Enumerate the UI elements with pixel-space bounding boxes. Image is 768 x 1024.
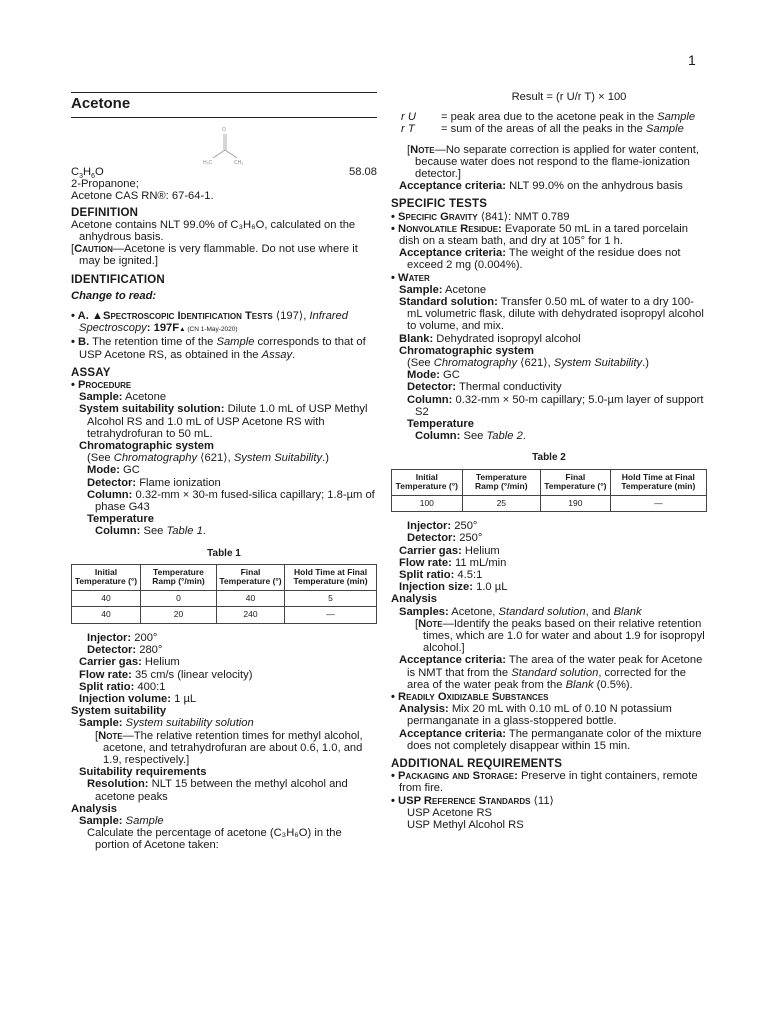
procedure-label: • Procedure [71, 379, 132, 392]
usp-reference-item: USP Acetone RS [407, 806, 492, 819]
cas-number: Acetone CAS RN®: 67-64-1. [71, 190, 214, 203]
mode-line: Mode: GC [87, 464, 140, 477]
table-cell: 0 [141, 590, 217, 607]
chromatography-reference: (See Chromatography ⟨621⟩, System Suitability.) [407, 357, 649, 370]
sample-line: Sample: Acetone [79, 391, 167, 404]
analysis-sample-line: Sample: Sample [79, 814, 164, 827]
molecular-weight: 58.08 [349, 166, 377, 178]
acceptance-criteria-ros: Acceptance criteria: The permanganate color of the mixture does not completely disappear within 15 min. [399, 727, 702, 752]
rt-definition: r T = sum of the areas of all the peaks in the Sample [391, 123, 707, 135]
table-cell: 100 [392, 495, 463, 512]
table1-caption: Table 1 [207, 547, 241, 559]
temperature-column-line: Column: See Table 1. [95, 525, 206, 538]
table1-header: Final Temperature (°) [216, 564, 284, 590]
table-row [72, 590, 377, 607]
table-cell: 190 [541, 495, 611, 512]
table-row [72, 607, 377, 624]
table1 [71, 564, 377, 624]
split-ratio-line: Split ratio: 4.5:1 [399, 569, 483, 581]
carrier-gas-line: Carrier gas: Helium [399, 544, 500, 557]
table-cell: 40 [216, 590, 284, 607]
definition-text: Acetone contains NLT 99.0% of C₃H₆O, calculated on the anhydrous basis. [71, 218, 356, 244]
detector-temp-line: Detector: 250° [407, 532, 483, 545]
chromatography-reference: (See Chromatography ⟨621⟩, System Suitability.) [87, 452, 329, 465]
acceptance-criteria-residue: Acceptance criteria: The weight of the residue does not exceed 2 mg (0.004%). [399, 247, 681, 272]
calculation-text: Calculate the percentage of acetone (C₃H₆O) in the portion of Acetone taken: [87, 827, 342, 852]
table-cell: 5 [285, 590, 377, 607]
detector-line: Detector: Flame ionization [87, 476, 221, 489]
right-column [391, 91, 707, 831]
detector-line: Detector: Thermal conductivity [407, 381, 562, 394]
column-line: Column: 0.32-mm × 50-m capillary; 5.0-µm layer of support S2 [407, 393, 704, 418]
table-cell: 240 [216, 607, 284, 624]
synonym: 2-Propanone; [71, 178, 139, 191]
packaging-line: • Packaging and Storage: Preserve in tight containers, remote from fire. [391, 770, 698, 795]
carrier-gas-line: Carrier gas: Helium [79, 656, 180, 669]
table2-header: Initial Temperature (°) [392, 469, 463, 495]
table2-header: Temperature Ramp (°/min) [462, 469, 540, 495]
assay-heading: ASSAY [71, 366, 111, 379]
ros-analysis-line: Analysis: Mix 20 mL with 0.10 mL of 0.10 N potassium permanganate in a glass-stoppered bottle. [399, 703, 672, 728]
table1-header: Initial Temperature (°) [72, 564, 141, 590]
table2 [391, 469, 707, 513]
water-sample-line: Sample: Acetone [399, 283, 487, 296]
formula-row [71, 166, 377, 181]
rt-symbol: r T [401, 123, 415, 136]
chromatographic-system-label: Chromatographic system [79, 440, 214, 453]
identification-heading: IDENTIFICATION [71, 273, 165, 286]
table1-header-row [72, 564, 377, 590]
table-row [392, 495, 707, 512]
page-number: 1 [688, 52, 696, 68]
column-line: Column: 0.32-mm × 30-m fused-silica capillary; 1.8-µm of phase G43 [87, 488, 375, 514]
analysis-label: Analysis [71, 802, 118, 815]
standard-solution-line: Standard solution: Transfer 0.50 mL of water to a dry 100-mL volumetric flask, dilute with dehydrated isopropyl alcohol to volume, and mix. [399, 296, 704, 333]
caution-note: [Caution—Acetone is very flammable. Do not use where it may be ignited.] [71, 243, 358, 268]
left-column [71, 92, 377, 852]
table-cell: — [610, 495, 706, 512]
result-formula: Result = (r U/r T) × 100 [511, 91, 627, 103]
usp-reference-item: USP Methyl Alcohol RS [407, 819, 524, 832]
samples-line: Samples: Acetone, Standard solution, and Blank [399, 605, 642, 618]
detector-temp-line: Detector: 280° [87, 644, 163, 657]
water-note: [Note—No separate correction is applied for water content, because water does not respond to the flame-ionization detector.] [407, 143, 699, 181]
table-cell: 40 [72, 590, 141, 607]
flow-rate-line: Flow rate: 35 cm/s (linear velocity) [79, 668, 253, 681]
temperature-column-line: Column: See Table 2. [415, 430, 526, 443]
identification-a: • A. ▲Spectroscopic Identification Tests ⟨197⟩, Infrared Spectroscopy: 197F▲ (CN 1-May-2020) [71, 310, 348, 335]
ru-definition: r U = peak area due to the acetone peak in the Sample [391, 111, 707, 123]
definition-heading: DEFINITION [71, 206, 139, 219]
peaks-note: [Note—Identify the peaks based on their relative retention times, which are 1.0 for water and about 1.9 for isopropyl alcohol.] [415, 617, 705, 655]
specific-tests-heading: SPECIFIC TESTS [391, 198, 488, 211]
analysis-label: Analysis [391, 593, 438, 606]
ss-sample-line: Sample: System suitability solution [79, 717, 254, 730]
blank-line: Blank: Dehydrated isopropyl alcohol [399, 332, 581, 345]
table1-header: Temperature Ramp (°/min) [141, 564, 217, 590]
change-to-read: Change to read: [71, 289, 157, 302]
ss-note: [Note—The relative retention times for methyl alcohol, acetone, and tetrahydrofuran are about 0.6, 1.0, and 1.9, respectively.] [95, 729, 363, 766]
table1-header: Hold Time at Final Temperature (min) [285, 564, 377, 590]
mode-line: Mode: GC [407, 369, 460, 382]
acceptance-criteria-assay: Acceptance criteria: NLT 99.0% on the anhydrous basis [399, 180, 683, 193]
specific-gravity-line: • Specific Gravity ⟨841⟩: NMT 0.789 [391, 210, 570, 223]
injector-line: Injector: 200° [87, 631, 158, 644]
table-cell: 20 [141, 607, 217, 624]
structure-diagram [71, 124, 377, 166]
chromatographic-system-label: Chromatographic system [399, 344, 534, 357]
injection-volume-line: Injection volume: 1 µL [79, 692, 197, 705]
table2-header: Hold Time at Final Temperature (min) [610, 469, 706, 495]
additional-requirements-heading: ADDITIONAL REQUIREMENTS [391, 758, 563, 771]
injector-line: Injector: 250° [407, 520, 478, 533]
nonvolatile-residue-line: • Nonvolatile Residue: Evaporate 50 mL in a tared porcelain dish on a steam bath, and dry at 105° for 1 h. [391, 222, 688, 248]
readily-oxidizable-label: • Readily Oxidizable Substances [391, 691, 549, 704]
table-cell: 25 [462, 495, 540, 512]
usp-reference-standards-line: • USP Reference Standards ⟨11⟩ [391, 794, 554, 807]
system-suitability-solution: System suitability solution: Dilute 1.0 mL of USP Methyl Alcohol RS and 1.0 mL of USP Acetone RS with tetrahydrofuran to 50 mL. [79, 403, 368, 440]
table-cell: — [285, 607, 377, 624]
structure-h3c-label: H₃C [203, 160, 213, 166]
suitability-requirements-label: Suitability requirements [79, 766, 207, 779]
structure-ch3-label: CH₃ [234, 160, 244, 166]
table2-header: Final Temperature (°) [541, 469, 611, 495]
temperature-label: Temperature [87, 513, 154, 526]
ru-symbol: r U [401, 111, 416, 124]
injection-size-line: Injection size: 1.0 µL [399, 581, 508, 594]
monograph-title: Acetone [71, 92, 377, 118]
system-suitability-label: System suitability [71, 705, 167, 718]
acceptance-criteria-water: Acceptance criteria: The area of the water peak for Acetone is NMT that from the Standard solution, corrected for the area of the water peak from the Blank (0.5%). [399, 654, 703, 691]
water-label: • Water [391, 271, 430, 284]
temperature-label: Temperature [407, 418, 474, 431]
identification-b: • B. The retention time of the Sample corresponds to that of USP Acetone RS, as obtained in the Assay. [71, 336, 366, 361]
flow-rate-line: Flow rate: 11 mL/min [399, 556, 507, 569]
molecular-formula: $C_3H_6O$ [71, 166, 104, 181]
split-ratio-line: Split ratio: 400:1 [79, 680, 166, 693]
resolution-line: Resolution: NLT 15 between the methyl alcohol and acetone peaks [87, 778, 348, 803]
table2-header-row [392, 469, 707, 495]
table2-caption: Table 2 [532, 452, 566, 464]
table-cell: 40 [72, 607, 141, 624]
structure-o-label: O [222, 127, 226, 133]
